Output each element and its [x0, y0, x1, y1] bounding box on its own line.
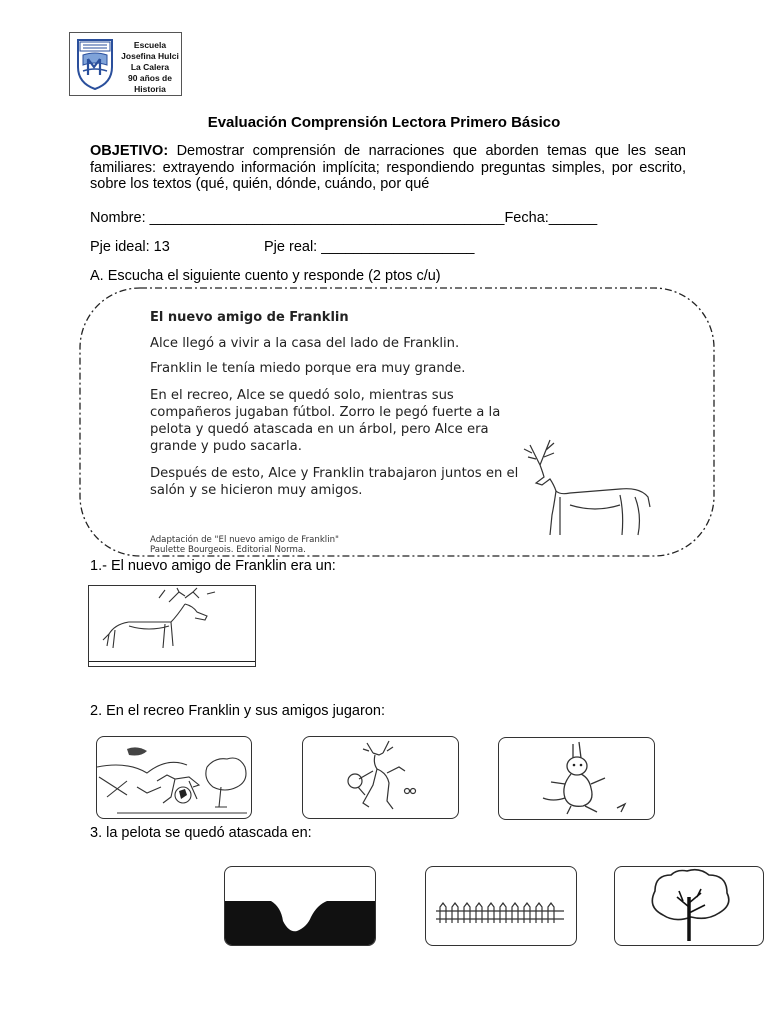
- rabbit-icon: [499, 738, 654, 819]
- fence-icon: [426, 867, 576, 945]
- q2-option-tennis[interactable]: [302, 736, 459, 819]
- story-paragraph-3: En el recreo, Alce se quedó solo, mientras sus compañeros jugaban fútbol. Zorro le pegó fuerte a la pelota y quedó atascada en un árbol, pero Alce era grande y pudo sacarla.: [150, 388, 501, 454]
- story-paragraph-2: Franklin le tenía miedo porque era muy grande.: [150, 361, 466, 376]
- tree-icon: [615, 867, 763, 945]
- section-a-instruction: A. Escucha el siguiente cuento y responde (2 ptos c/u): [90, 268, 441, 284]
- story-credit-line-1: Adaptación de "El nuevo amigo de Franklin": [150, 535, 339, 545]
- score-ideal: Pje ideal: 13: [90, 239, 170, 255]
- q2-option-rabbit[interactable]: [498, 737, 655, 820]
- moose-icon: [89, 586, 255, 658]
- school-name-line-1: Escuela: [133, 40, 167, 50]
- school-crest-icon: [75, 37, 115, 91]
- q3-option-tree[interactable]: [614, 866, 764, 946]
- school-name-line-4: 90 años de Historia: [128, 73, 172, 94]
- story-text: [150, 310, 520, 507]
- school-name-line-2: Josefina Hulci: [121, 51, 179, 61]
- q2-option-soccer[interactable]: [96, 736, 252, 819]
- q1-option-moose[interactable]: [88, 585, 256, 667]
- school-name-line-3: La Calera: [130, 62, 170, 72]
- story-paragraph-1: Alce llegó a vivir a la casa del lado de Franklin.: [150, 336, 460, 351]
- story-paragraph-4: Después de esto, Alce y Franklin trabajaron juntos en el salón y se hicieron muy amigos.: [150, 466, 519, 498]
- soccer-scene-icon: [97, 737, 251, 818]
- story-credit: [150, 535, 339, 555]
- question-1: 1.- El nuevo amigo de Franklin era un:: [90, 558, 336, 574]
- score-real[interactable]: Pje real: ___________________: [264, 239, 475, 255]
- school-logo: [69, 32, 182, 96]
- deer-illustration: [510, 435, 660, 545]
- story-credit-line-2: Paulette Bourgeois. Editorial Norma.: [150, 545, 306, 555]
- question-2: 2. En el recreo Franklin y sus amigos jugaron:: [90, 703, 385, 719]
- objective-label: OBJETIVO:: [90, 143, 169, 159]
- q1-option-baseline: [89, 661, 255, 662]
- objective-text: Demostrar comprensión de narraciones que aborden temas que les sean familiares: extrayendo información implícita; respondiendo preguntas simples, por escrito, sobre los textos (qué, quién, dónde, cuándo, por qué: [90, 143, 686, 192]
- school-name: [118, 40, 182, 95]
- objective-paragraph: [90, 143, 686, 193]
- hole-icon: [225, 867, 375, 945]
- question-3: 3. la pelota se quedó atascada en:: [90, 825, 312, 841]
- deer-tennis-icon: [303, 737, 458, 818]
- page-title: Evaluación Comprensión Lectora Primero Básico: [207, 114, 561, 131]
- q3-option-hole[interactable]: [224, 866, 376, 946]
- name-date-line[interactable]: Nombre: ____________________________________________Fecha:______: [90, 210, 598, 226]
- story-title: El nuevo amigo de Franklin: [150, 310, 349, 325]
- q3-option-fence[interactable]: [425, 866, 577, 946]
